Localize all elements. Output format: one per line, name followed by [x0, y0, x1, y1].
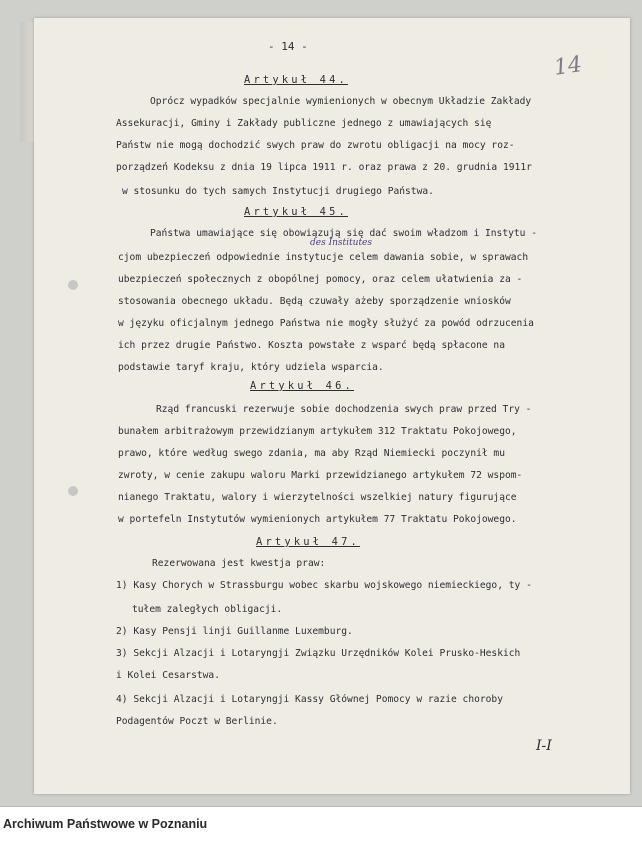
text-line: 1) Kasy Chorych w Strassburgu wobec skarbu wojskowego niemieckiego, ty -	[116, 580, 532, 591]
text-line: bunałem arbitrażowym przewidzianym artykułem 312 Traktatu Pokojowego,	[118, 426, 517, 437]
text-line: Państw nie mogą dochodzić swych praw do zwrotu obligacji na mocy roz-	[116, 140, 515, 151]
text-line: cjom ubezpieczeń odpowiednie instytucje celem dawania sobie, w sprawach	[118, 252, 529, 263]
text-line: nianego Traktatu, walory i wierzytelności wszelkiej natury figurujące	[118, 492, 517, 503]
punch-hole	[68, 280, 78, 290]
page-number: - 14 -	[268, 40, 308, 53]
text-line: podstawie taryf kraju, który udziela wsparcia.	[118, 362, 384, 373]
text-line: Państwa umawiające się obowiązują się dać swoim władzom i Instytu -	[150, 228, 537, 239]
archive-footer	[0, 806, 642, 841]
text-line: i Kolei Cesarstwa.	[116, 670, 220, 681]
text-line: Rezerwowana jest kwestja praw:	[152, 558, 326, 569]
archive-name: Archiwum Państwowe w Poznaniu	[3, 817, 208, 831]
text-line: Podagentów Poczt w Berlinie.	[116, 716, 278, 727]
text-line: 2) Kasy Pensji linji Guillanme Luxemburg.	[116, 626, 353, 637]
text-line: 3) Sekcji Alzacji i Lotaryngji Związku Urzędników Kolei Prusko-Heskich	[116, 648, 521, 659]
article-heading: Artykuł 44.	[244, 74, 349, 86]
article-heading: Artykuł 47.	[256, 536, 361, 548]
text-line: stosowania obecnego układu. Będą czuwały ażeby sporządzenie wniosków	[118, 296, 511, 307]
text-line: tułem zaległych obligacji.	[132, 604, 283, 615]
article-heading: Artykuł 45.	[244, 206, 349, 218]
text-line: Oprócz wypadków specjalnie wymienionych w obecnym Układzie Zakłady	[150, 96, 532, 107]
text-line: w języku oficjalnym jednego Państwa nie mogły służyć za powód odrzucenia	[118, 318, 534, 329]
text-line: prawo, które według swego zdania, ma aby Rząd Niemiecki poczynił mu	[118, 448, 505, 459]
text-line: 4) Sekcji Alzacji i Lotaryngji Kassy Głównej Pomocy w razie choroby	[116, 694, 503, 705]
punch-hole	[68, 486, 78, 496]
text-line: zwroty, w cenie zakupu waloru Marki przewidzianego artykułem 72 wspom-	[118, 470, 523, 481]
text-line: porządzeń Kodeksu z dnia 19 lipca 1911 r. oraz prawa z 20. grudnia 1911r	[116, 162, 532, 173]
signature-mark: I-I	[536, 738, 552, 754]
text-line: w stosunku do tych samych Instytucji drugiego Państwa.	[122, 186, 434, 197]
handwritten-annotation: des Institutes	[310, 238, 373, 248]
text-line: Assekuracji, Gminy i Zakłady publiczne jednego z umawiających się	[116, 118, 492, 129]
text-line: ich przez drugie Państwo. Koszta powstałe z wsparć będą spłacone na	[118, 340, 505, 351]
handwritten-page-number: 14	[552, 52, 584, 81]
text-line: w portefeln Instytutów wymienionych artykułem 77 Traktatu Pokojowego.	[118, 514, 517, 525]
text-line: ubezpieczeń społecznych z obopólnej pomocy, oraz celem ułatwienia za -	[118, 274, 523, 285]
text-line: Rząd francuski rezerwuje sobie dochodzenia swych praw przed Try -	[156, 404, 532, 415]
article-heading: Artykuł 46.	[250, 380, 355, 392]
